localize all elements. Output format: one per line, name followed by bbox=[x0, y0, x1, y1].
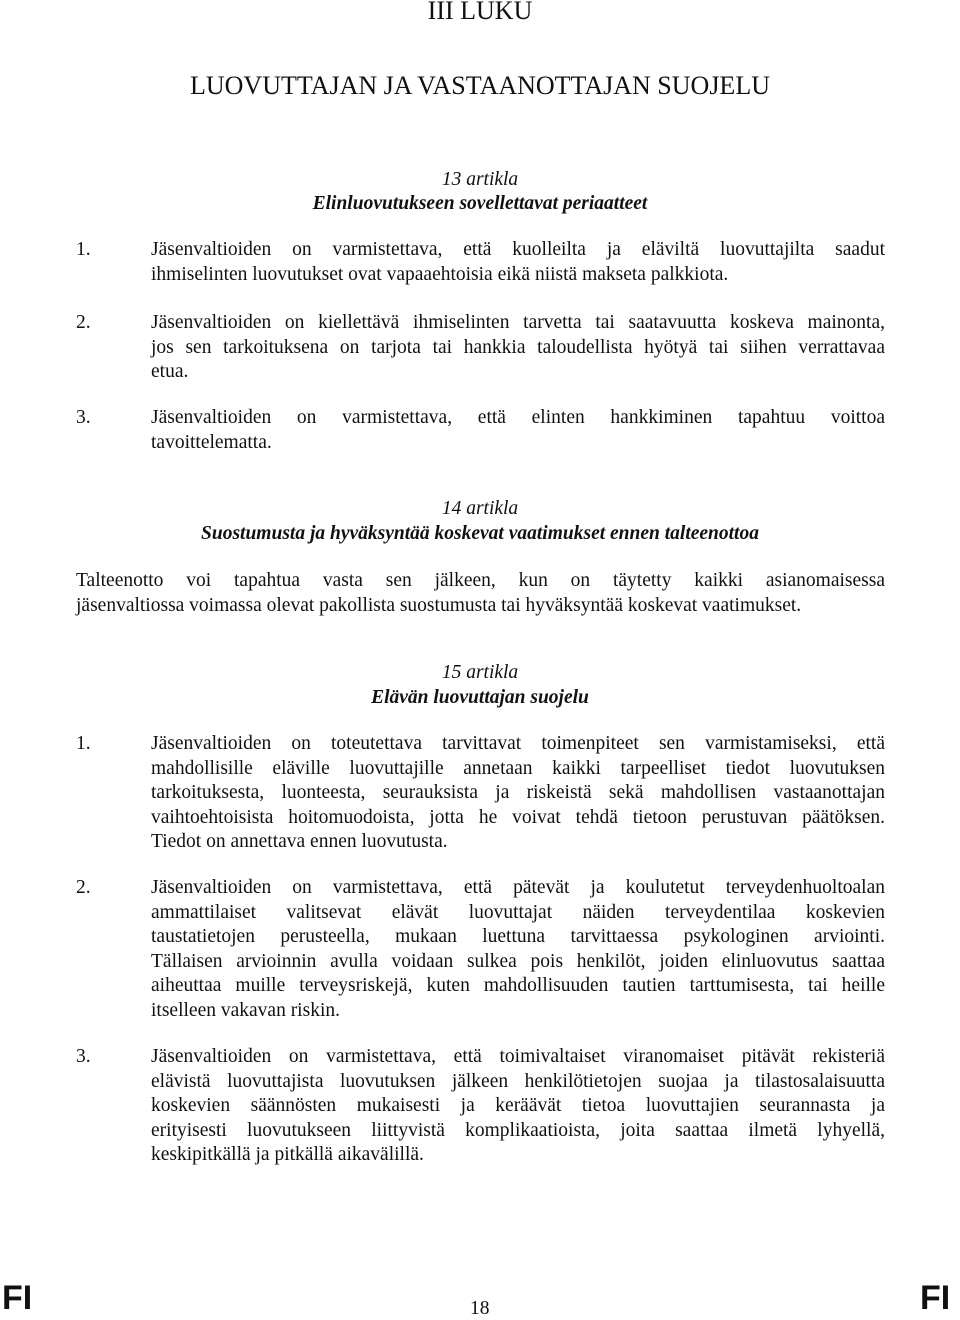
text-line: erityisesti luovutukseen liittyvistä komplikaatioista, joita saattaa ilmetä lyhyellä, bbox=[151, 1119, 885, 1141]
text-line: mahdollisille eläville luovuttajille annetaan kaikki tarpeelliset tiedot luovutuksen bbox=[151, 757, 885, 779]
article-14-number: 14 artikla bbox=[441, 498, 519, 519]
text-line: ihmiselinten luovutukset ovat vapaaehtoisia eikä niistä makseta palkkiota. bbox=[151, 263, 729, 285]
text-line: Jäsenvaltioiden on varmistettava, että toimivaltaiset viranomaiset pitävät rekisteriä bbox=[151, 1046, 885, 1067]
text-line: Jäsenvaltioiden on kiellettävä ihmiselinten tarvetta tai saatavuutta koskeva mainonta, bbox=[151, 312, 885, 333]
text-line: etua. bbox=[151, 361, 189, 383]
text-line: taustatietojen perusteella, mukaan luettuna tarvittaessa psykologinen arviointi. bbox=[151, 926, 885, 948]
text-line: Talteenotto voi tapahtua vasta sen jälkeen, kun on täytetty kaikki asianomaisessa bbox=[76, 570, 885, 591]
part-title: LUOVUTTAJAN JA VASTAANOTTAJAN SUOJELU bbox=[190, 71, 770, 100]
text-line: koskevien säännösten mukaisesti ja keräävät tietoa luovuttajien seurannasta ja bbox=[151, 1095, 885, 1117]
text-line: Jäsenvaltioiden on varmistettava, että pätevät ja koulutetut terveydenhuoltoalan bbox=[151, 877, 885, 898]
text-line: keskipitkällä ja pitkällä aikavälillä. bbox=[151, 1144, 424, 1166]
text-line: Jäsenvaltioiden on varmistettava, että elinten hankkiminen tapahtuu voittoa bbox=[151, 407, 885, 428]
article-13-para-2 bbox=[151, 311, 885, 385]
footer-language-left: FI bbox=[2, 1279, 33, 1317]
text-line: tarkoituksesta, luonteesta, seurauksista ja riskeistä sekä mahdollisen vastaanottajan bbox=[151, 782, 885, 804]
text-line: Tällaisen arvioinnin avulla voidaan sulkea pois henkilöt, joiden elinluovutus saattaa bbox=[151, 950, 885, 972]
page-number: 18 bbox=[470, 1298, 490, 1319]
article-15-para-1 bbox=[151, 732, 885, 855]
article-15-para-3 bbox=[151, 1045, 885, 1168]
article-13-title: Elinluovutukseen sovellettavat periaatteet bbox=[312, 193, 648, 214]
article-15-number: 15 artikla bbox=[441, 662, 519, 683]
text-line: Jäsenvaltioiden on toteutettava tarvittavat toimenpiteet sen varmistamiseksi, että bbox=[151, 733, 885, 754]
article-15-para-2-number: 2. bbox=[76, 877, 91, 898]
footer-language-right: FI bbox=[920, 1279, 951, 1317]
text-line: Jäsenvaltioiden on varmistettava, että kuolleilta ja eläviltä luovuttajilta saadut bbox=[151, 239, 885, 260]
article-15-para-3-number: 3. bbox=[76, 1046, 91, 1067]
text-line: vaihtoehtoisista hoitomuodoista, jotta he voivat tehdä tietoon perustuvan päätöksen. bbox=[151, 806, 885, 828]
text-line: aiheuttaa muille terveysriskejä, kuten mahdollisuuden tautien tarttumisesta, tai heille bbox=[151, 975, 885, 997]
text-line: jos sen tarkoituksena on tarjota tai hankkia taloudellista hyötyä tai siihen verrattavaa bbox=[151, 336, 885, 358]
text-line: tavoittelematta. bbox=[151, 431, 272, 453]
chapter-heading: III LUKU bbox=[427, 0, 533, 25]
article-13-para-3 bbox=[151, 406, 885, 455]
article-15-title: Elävän luovuttajan suojelu bbox=[371, 687, 589, 708]
article-14-title: Suostumusta ja hyväksyntää koskevat vaatimukset ennen talteenottoa bbox=[201, 523, 759, 544]
article-15-para-2 bbox=[151, 876, 885, 1024]
article-14-body bbox=[76, 569, 885, 618]
article-13-para-1-number: 1. bbox=[76, 239, 91, 260]
text-line: jäsenvaltiossa voimassa olevat pakollista suostumusta tai hyväksyntää koskevat vaatimukset. bbox=[76, 594, 802, 616]
article-13-para-2-number: 2. bbox=[76, 312, 91, 333]
text-line: elävistä luovuttajista luovutuksen jälkeen henkilötietojen suojaa ja tilastosalaisuutta bbox=[151, 1070, 885, 1092]
article-13-number: 13 artikla bbox=[441, 169, 519, 190]
text-line: Tiedot on annettava ennen luovutusta. bbox=[151, 831, 448, 853]
article-13-para-3-number: 3. bbox=[76, 407, 91, 428]
article-15-para-1-number: 1. bbox=[76, 733, 91, 754]
text-line: itselleen vakavan riskin. bbox=[151, 999, 340, 1021]
article-13-para-1 bbox=[151, 238, 885, 287]
text-line: ammattilaiset valitsevat elävät luovuttajat näiden terveydentilaa koskevien bbox=[151, 901, 885, 923]
